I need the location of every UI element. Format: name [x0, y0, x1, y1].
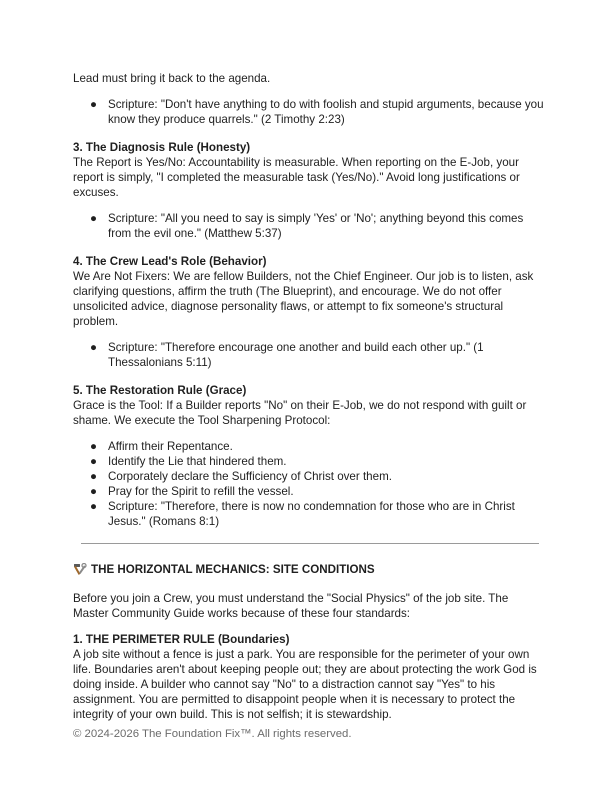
copyright-footer: © 2024-2026 The Foundation Fix™. All rights reserved.	[73, 728, 352, 740]
list-item: ● Pray for the Spirit to refill the vessel.	[90, 485, 294, 498]
list-item: ● Scripture: "Therefore encourage one another and build each other up." (1 Thessalonians 5:11)	[90, 341, 484, 369]
bullet-icon: ●	[90, 455, 98, 468]
list-item: ● Corporately declare the Sufficiency of Christ over them.	[90, 470, 392, 483]
bullet-icon: ●	[90, 500, 98, 513]
rule4-body: We Are Not Fixers: We are fellow Builders, not the Chief Engineer. Our job is to listen, ask clarifying questions, affirm the truth (The Blueprint), and encourage. We do not offer unsolicited advice, diagnose personality flaws, or attempt to fix someone's structural problem.	[73, 270, 534, 328]
bullet-icon: ●	[90, 98, 98, 111]
hammer-wrench-icon	[73, 563, 87, 576]
rule5-protocol-list	[73, 439, 545, 529]
section-title-text: THE HORIZONTAL MECHANICS: SITE CONDITIONS	[91, 563, 375, 576]
list-item: ● Affirm their Repentance.	[90, 440, 233, 453]
rule4-scripture-list	[73, 340, 545, 370]
intro-text: Lead must bring it back to the agenda.	[73, 72, 271, 85]
section-title	[73, 562, 545, 577]
document-page	[73, 71, 545, 722]
list-item: ● Scripture: "Don't have anything to do with foolish and stupid arguments, because you know they produce quarrels." (2 Timothy 2:23)	[90, 98, 544, 126]
list-item: ● Scripture: "Therefore, there is now no condemnation for those who are in Christ Jesus." (Romans 8:1)	[90, 500, 515, 528]
rule5-heading: 5. The Restoration Rule (Grace)	[73, 384, 247, 397]
list-item: ● Identify the Lie that hindered them.	[90, 455, 287, 468]
rule4-heading: 4. The Crew Lead's Role (Behavior)	[73, 255, 267, 268]
bullet-icon: ●	[90, 485, 98, 498]
bullet-icon: ●	[90, 212, 98, 225]
section-intro: Before you join a Crew, you must understand the "Social Physics" of the job site. The Master Community Guide works because of these four standards:	[73, 592, 509, 620]
perimeter-heading: 1. THE PERIMETER RULE (Boundaries)	[73, 633, 290, 646]
rule3-scripture-list	[73, 211, 545, 241]
list-item: ● Scripture: "All you need to say is simply 'Yes' or 'No'; anything beyond this comes from the evil one." (Matthew 5:37)	[90, 212, 524, 240]
scripture-list-1	[73, 97, 545, 127]
perimeter-body: A job site without a fence is just a park. You are responsible for the perimeter of your own life. Boundaries aren't about keeping people out; they are about protecting the work God is doing inside. A builder who cannot say "No" to a distraction cannot say "Yes" to his assignment. You are permitted to disappoint people when it is necessary to protect the integrity of your own build. This is not selfish; it is stewardship.	[73, 648, 537, 721]
rule3-heading: 3. The Diagnosis Rule (Honesty)	[73, 141, 251, 154]
horizontal-divider	[81, 543, 539, 544]
bullet-icon: ●	[90, 440, 98, 453]
bullet-icon: ●	[90, 341, 98, 354]
rule5-body: Grace is the Tool: If a Builder reports "No" on their E-Job, we do not respond with guilt or shame. We execute the Tool Sharpening Protocol:	[73, 399, 527, 427]
rule3-body: The Report is Yes/No: Accountability is measurable. When reporting on the E-Job, your report is simply, "I completed the measurable task (Yes/No)." Avoid long justifications or excuses.	[73, 156, 520, 199]
bullet-icon: ●	[90, 470, 98, 483]
